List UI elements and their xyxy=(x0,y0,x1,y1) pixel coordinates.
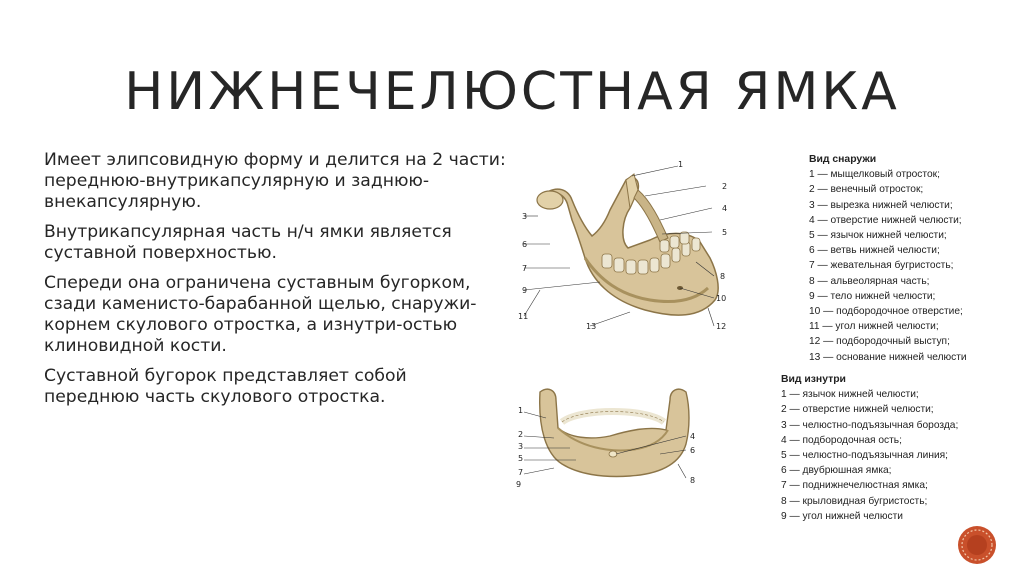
figure-label-number: 4 xyxy=(690,432,696,441)
figure-label-number: 12 xyxy=(716,322,727,331)
legend-item: 9 — тело нижней челюсти; xyxy=(809,290,936,302)
figure-label-number: 5 xyxy=(518,454,524,463)
legend-item: 10 — подбородочное отверстие; xyxy=(809,306,963,318)
paragraph-1: Имеет элипсовидную форму и делится на 2 части: переднюю-внутрикапсулярную и заднюю-внекапсулярную. xyxy=(44,150,506,212)
figure-label-number: 6 xyxy=(690,446,696,455)
page-title: НИЖНЕЧЕЛЮСТНАЯ ЯМКА xyxy=(124,62,900,122)
legend-item: 5 — язычок нижней челюсти; xyxy=(809,230,947,242)
seal-icon xyxy=(956,524,998,566)
figure-label-number: 1 xyxy=(678,160,684,169)
figure-label-number: 8 xyxy=(690,476,696,485)
legend-item: 3 — вырезка нижней челюсти; xyxy=(809,199,953,211)
figure-label-number: 3 xyxy=(518,442,524,451)
mandible-inner-illustration xyxy=(510,378,806,496)
figure-label-number: 4 xyxy=(722,204,728,213)
figure-label-number: 2 xyxy=(722,182,728,191)
mandible-inner-view-figure xyxy=(510,378,806,496)
paragraph-4: Суставной бугорок представляет собой переднюю часть скулового отростка. xyxy=(44,366,407,407)
figure-label-number: 1 xyxy=(518,406,524,415)
legend-item: 2 — венечный отросток; xyxy=(809,184,924,196)
legend-item: 6 — ветвь нижней челюсти; xyxy=(809,245,940,257)
legend-item: 5 — челюстно-подъязычная линия; xyxy=(781,450,948,462)
figure-label-number: 2 xyxy=(518,430,524,439)
figure-label-number: 3 xyxy=(522,212,528,221)
figure-label-number: 11 xyxy=(518,312,529,321)
figure-label-number: 7 xyxy=(522,264,528,273)
legend-item: 13 — основание нижней челюсти xyxy=(809,351,967,363)
figure-label-number: 10 xyxy=(716,294,727,303)
figure-label-number: 8 xyxy=(720,272,726,281)
legend-inner-view xyxy=(781,372,1011,524)
figure-label-number: 6 xyxy=(522,240,528,249)
legend-item: 11 — угол нижней челюсти; xyxy=(809,321,939,333)
legend-heading: Вид изнутри xyxy=(781,374,846,385)
legend-item: 1 — мыщелковый отросток; xyxy=(809,169,940,181)
legend-item: 12 — подбородочный выступ; xyxy=(809,336,950,348)
paragraph-2: Внутрикапсулярная часть н/ч ямки является суставной поверхностью. xyxy=(44,222,452,263)
legend-item: 1 — язычок нижней челюсти; xyxy=(781,389,919,401)
legend-item: 3 — челюстно-подъязычная борозда; xyxy=(781,419,959,431)
legend-item: 7 — жевательная бугристость; xyxy=(809,260,954,272)
legend-item: 8 — крыловидная бугристость; xyxy=(781,495,928,507)
legend-item: 4 — отверстие нижней челюсти; xyxy=(809,214,962,226)
legend-item: 6 — двубрюшная ямка; xyxy=(781,465,892,477)
legend-outer-view xyxy=(809,152,1019,365)
legend-item: 9 — угол нижней челюсти xyxy=(781,510,903,522)
paragraph-3: Спереди она ограничена суставным бугорком, сзади каменисто-барабанной щелью, снаружи-корнем скулового отростка, а изнутри-остью клиновидной кости. xyxy=(44,273,477,356)
mandible-outer-illustration xyxy=(510,150,810,340)
legend-item: 2 — отверстие нижней челюсти; xyxy=(781,404,934,416)
legend-heading: Вид снаружи xyxy=(809,154,877,165)
legend-item: 7 — поднижнечелюстная ямка; xyxy=(781,480,928,492)
legend-item: 4 — подбородочная ость; xyxy=(781,434,902,446)
body-text xyxy=(44,150,506,417)
figure-label-number: 13 xyxy=(586,322,597,331)
figure-label-number: 9 xyxy=(522,286,528,295)
figure-label-number: 9 xyxy=(516,480,522,489)
figure-label-number: 5 xyxy=(722,228,728,237)
figure-label-number: 7 xyxy=(518,468,524,477)
mandible-outer-view-figure xyxy=(510,150,810,340)
legend-item: 8 — альвеолярная часть; xyxy=(809,275,930,287)
